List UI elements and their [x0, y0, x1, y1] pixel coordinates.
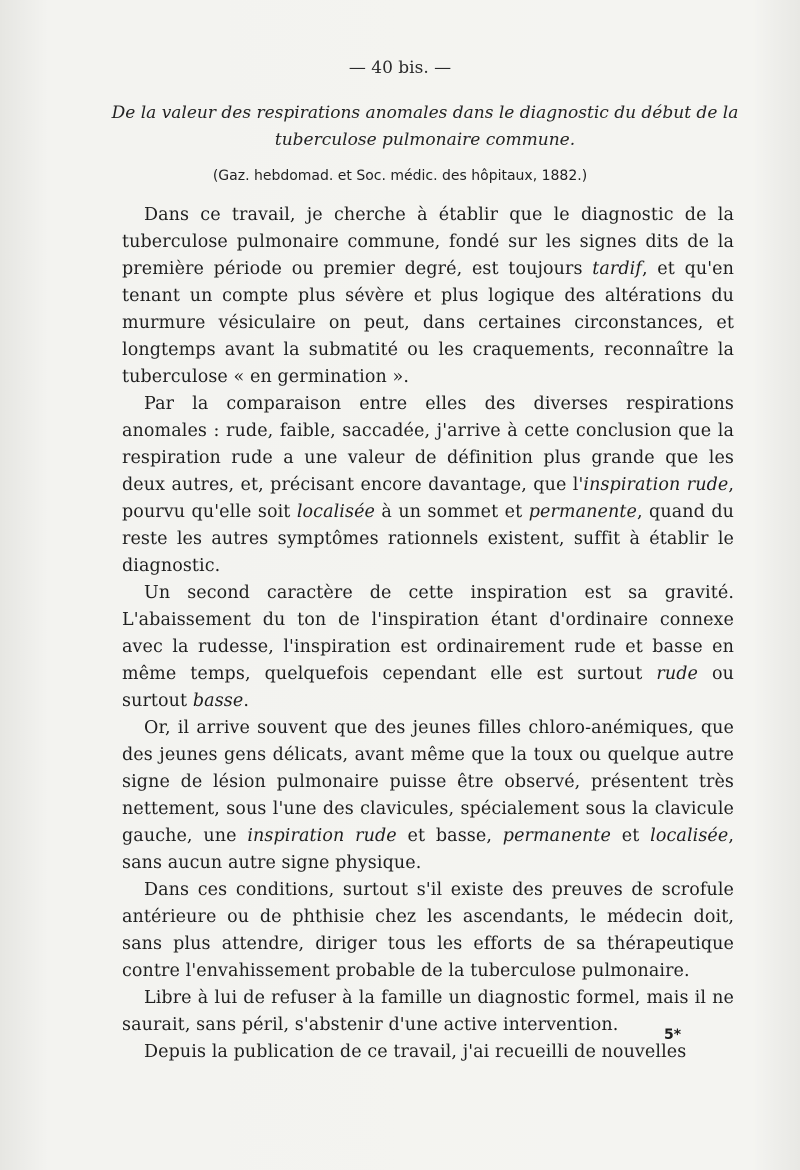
source-citation: (Gaz. hebdomad. et Soc. médic. des hôpitaux, 1882.) [212, 168, 588, 184]
paragraph: Dans ce travail, je cherche à établir que le diagnostic de la tuberculose pulmonaire commune, fondé sur les signes dits de la première période ou premier degré, est toujours tardif, et qu'en tenant un compte plus sévère et plus logique des altérations du murmure vésiculaire on peut, dans certaines circonstances, et longtemps avant la submatité ou les craquements, reconnaître la tuberculose « en germination ». [122, 205, 734, 387]
paragraph: Par la comparaison entre elles des diverses respirations anomales : rude, faible, saccadée, j'arrive à cette conclusion que la respiration rude a une valeur de définition plus grande que les deux autres, et, précisant encore davantage, que l'inspiration rude, pourvu qu'elle soit localisée à un sommet et permanente, quand du reste les autres symptômes rationnels existent, suffit à établir le diagnostic. [122, 394, 735, 576]
body-text [122, 202, 734, 1066]
paragraph: Libre à lui de refuser à la famille un diagnostic formel, mais il ne saurait, sans péril, s'abstenir d'une active intervention. [122, 988, 734, 1035]
paragraph: Un second caractère de cette inspiration est sa gravité. L'abaissement du ton de l'inspiration étant d'ordinaire connexe avec la rudesse, l'inspiration est ordinairement rude et basse en même temps, quelquefois cependant elle est surtout rude ou surtout basse. [122, 583, 734, 711]
signature-mark: 5* [664, 1027, 682, 1043]
paragraph: Dans ces conditions, surtout s'il existe des preuves de scrofule antérieure ou de phthisie chez les ascendants, le médecin doit, sans plus attendre, diriger tous les efforts de sa thérapeutique contre l'envahissement probable de la tuberculose pulmonaire. [122, 880, 734, 981]
article-title: De la valeur des respirations anomales dans le diagnostic du début de la tuberculose pulmonaire commune. [111, 103, 739, 150]
page-number: — 40 bis. — [348, 58, 452, 78]
paragraph: Or, il arrive souvent que des jeunes filles chloro-anémiques, que des jeunes gens délicats, avant même que la toux ou quelque autre signe de lésion pulmonaire puisse être observé, présentent très nettement, sous l'une des clavicules, spécialement sous la clavicule gauche, une inspiration rude et basse, permanente et localisée, sans aucun autre signe physique. [122, 718, 734, 873]
paragraph: Depuis la publication de ce travail, j'ai recueilli de nouvelles [144, 1042, 687, 1062]
